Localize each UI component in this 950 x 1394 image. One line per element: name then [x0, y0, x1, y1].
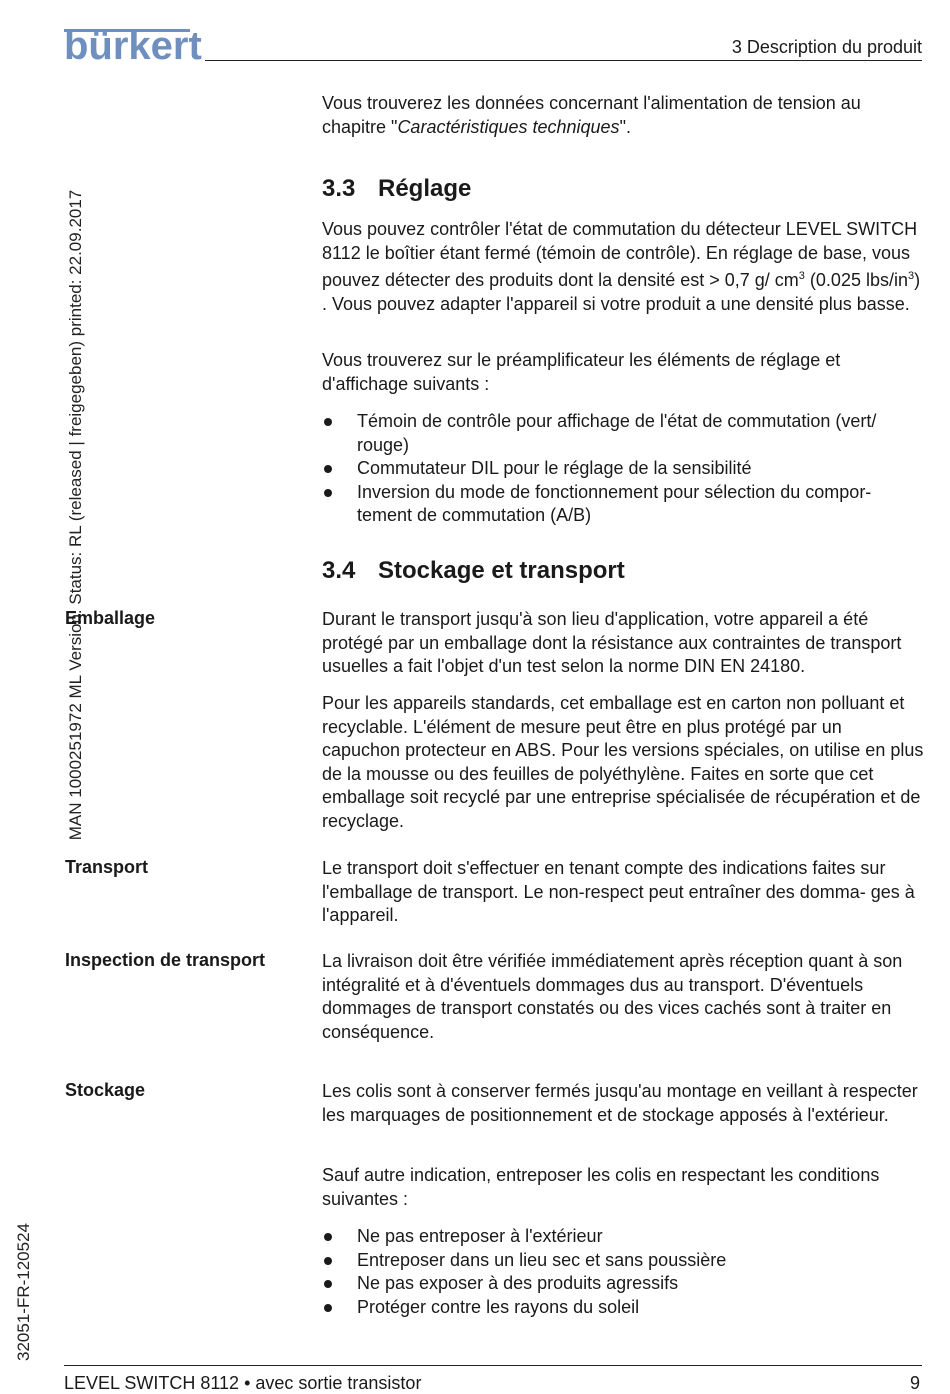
- list-item: Inversion du mode de fonctionnement pour sélection du compor- tement de commutation (A/B): [322, 481, 924, 528]
- heading-3-4: 3.4 Stockage et transport: [322, 557, 625, 584]
- list-item: Témoin de contrôle pour affichage de l'état de commutation (vert/ rouge): [322, 410, 924, 457]
- transport-paragraph: Le transport doit s'effectuer en tenant compte des indications faites sur l'emballage de transport. Le non-respect peut entraîner des domma- ges à l'appareil.: [322, 858, 915, 925]
- header-rule: [205, 60, 922, 61]
- footer-rule: [64, 1365, 922, 1366]
- emballage-paragraph-2: Pour les appareils standards, cet emballage est en carton non polluant et recyclable. L'élément de mesure peut être en plus protégé par un capuchon protecteur en ABS. Pour les versions spéciales, on utilise en plus de la mousse ou des feuilles de polyéthylène. Faites en sorte que cet emballage soit recyclé par une entreprise spécialisée de récupération et de recyclage.: [322, 693, 924, 831]
- label-transport: Transport: [65, 857, 149, 877]
- intro-paragraph: Vous trouverez les données concernant l'alimentation de tension au chapitre "Caractéristiques techniques".: [322, 93, 861, 137]
- sidebar-document-code: 32051-FR-120524: [14, 1223, 33, 1361]
- reglage-paragraph-1: Vous pouvez contrôler l'état de commutation du détecteur LEVEL SWITCH 8112 le boîtier étant fermé (témoin de contrôle). En réglage de base, vous pouvez détecter des produits dont la densité est > 0,7 g/ $cm^3$ (0.025 lbs/$in^3$) . Vous pouvez adapter l'appareil si votre produit a une densité plus basse.: [322, 219, 921, 314]
- reglage-paragraph-2: Vous trouverez sur le préamplificateur les éléments de réglage et d'affichage suivants :: [322, 350, 841, 394]
- label-emballage: Emballage: [65, 608, 156, 628]
- list-item: Ne pas entreposer à l'extérieur: [322, 1225, 924, 1249]
- list-item: Protéger contre les rayons du soleil: [322, 1296, 924, 1320]
- inspection-paragraph: La livraison doit être vérifiée immédiatement après réception quant à son intégralité et à d'éventuels dommages dus au transport. D'éventuels dommages de transport constatés ou des vices cachés sont à traiter en conséquence.: [322, 951, 903, 1042]
- stockage-bullet-list: [322, 1225, 924, 1319]
- list-item: Ne pas exposer à des produits agressifs: [322, 1272, 924, 1296]
- page-number: 9: [909, 1373, 920, 1393]
- list-item: Commutateur DIL pour le réglage de la sensibilité: [322, 457, 924, 481]
- sidebar-document-status: MAN 1000251972 ML Version: Status: RL (released | freigegeben) printed: 22.09.2017: [66, 189, 85, 841]
- heading-3-3: 3.3 Réglage: [322, 175, 472, 202]
- burkert-logo: bürkert: [64, 24, 202, 68]
- list-item: Entreposer dans un lieu sec et sans poussière: [322, 1249, 924, 1273]
- reglage-bullet-list: [322, 410, 924, 528]
- footer-title: LEVEL SWITCH 8112 • avec sortie transistor: [64, 1373, 422, 1393]
- emballage-paragraph-1: Durant le transport jusqu'à son lieu d'application, votre appareil a été protégé par un emballage dont la résistance aux contraintes de transport usuelles a fait l'objet d'un test selon la norme DIN EN 24180.: [322, 609, 902, 676]
- stockage-paragraph-2: Sauf autre indication, entreposer les colis en respectant les conditions suivantes :: [322, 1165, 880, 1209]
- label-inspection-de-transport: Inspection de transport: [65, 950, 266, 970]
- stockage-paragraph-1: Les colis sont à conserver fermés jusqu'au montage en veillant à respecter les marquages de positionnement et de stockage apposés à l'extérieur.: [322, 1081, 918, 1125]
- label-stockage: Stockage: [65, 1080, 146, 1100]
- header-section-title: 3 Description du produit: [731, 37, 922, 57]
